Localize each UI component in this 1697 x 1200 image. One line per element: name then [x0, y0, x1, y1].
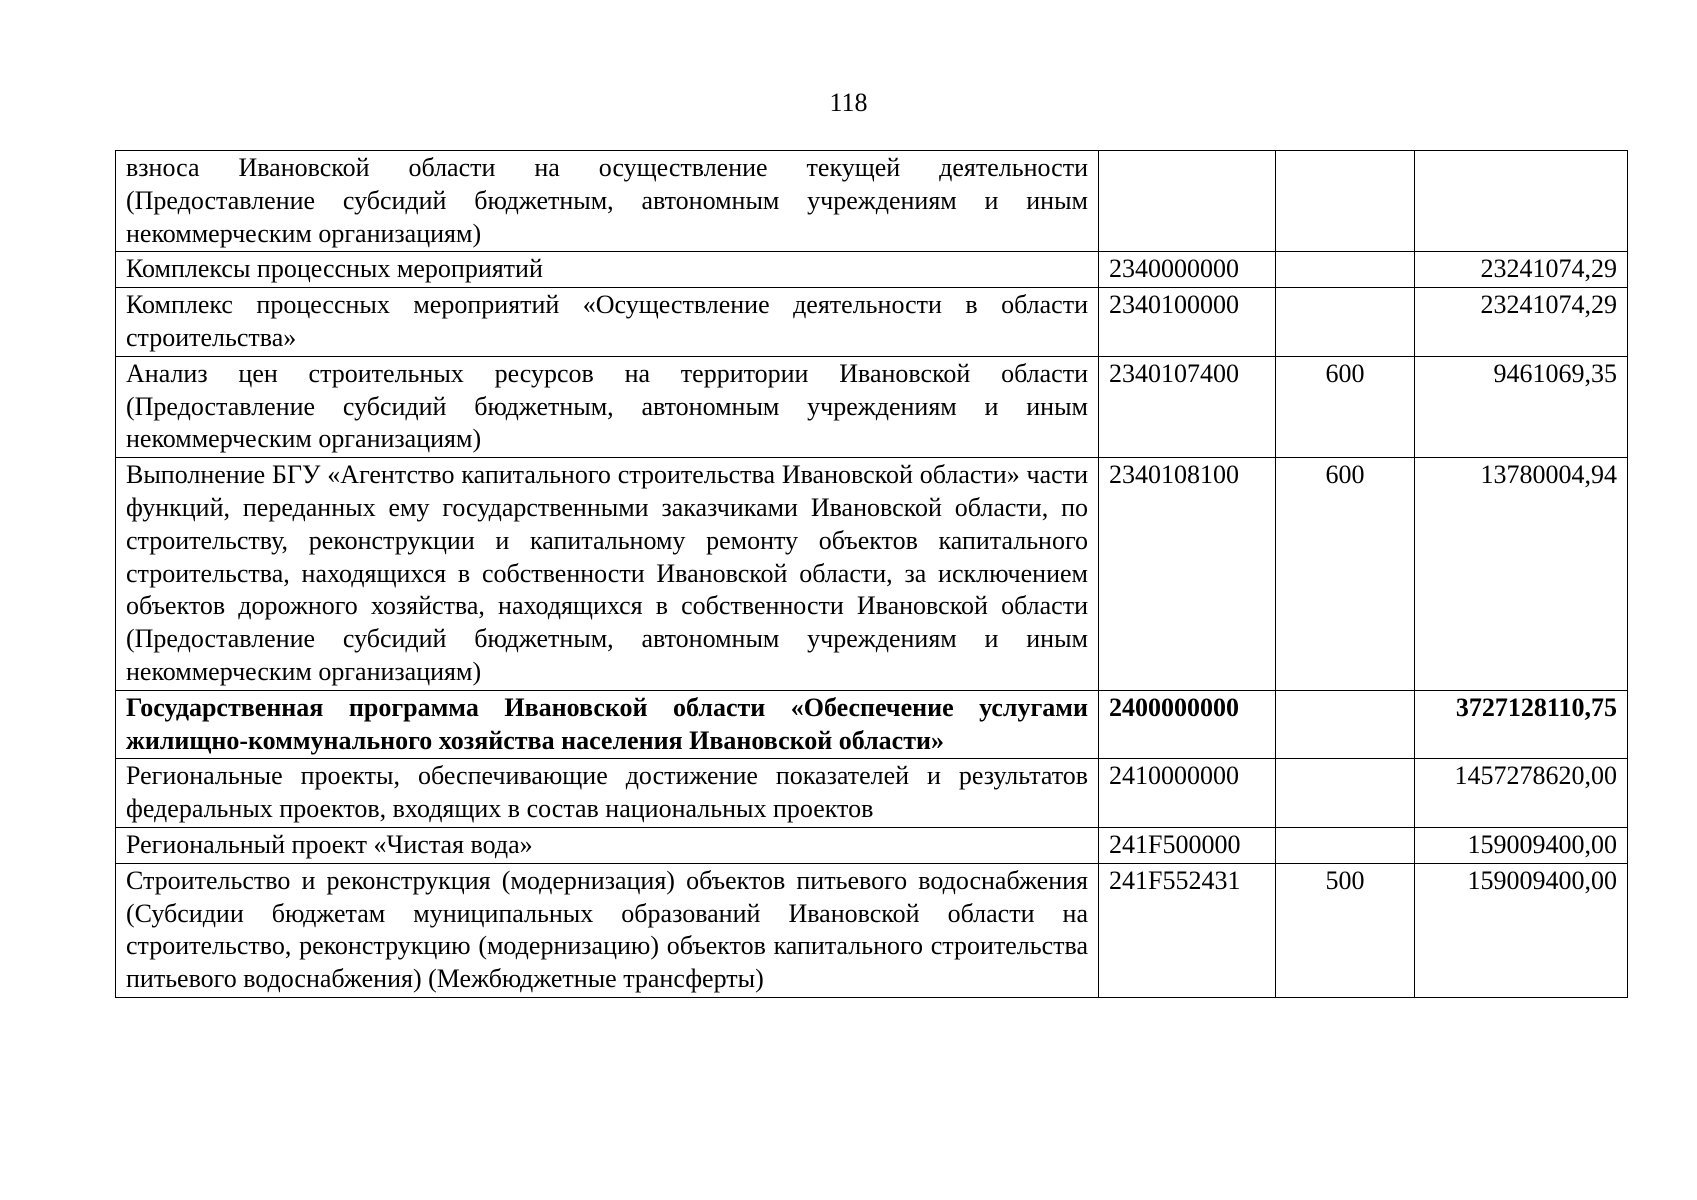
- table-row: [116, 288, 1628, 357]
- row-expense-type: [1276, 151, 1415, 252]
- row-expense-type: [1276, 827, 1415, 863]
- row-code: 2340107400: [1099, 356, 1276, 457]
- row-name: Анализ цен строительных ресурсов на территории Ивановской области (Предоставление субсидий бюджетным, автономным учреждениям и иным некоммерческим организациям): [116, 356, 1099, 457]
- row-code: 2410000000: [1099, 759, 1276, 828]
- row-expense-type: [1276, 690, 1415, 759]
- row-sum: 13780004,94: [1415, 458, 1628, 691]
- row-sum: 1457278620,00: [1415, 759, 1628, 828]
- row-expense-type: [1276, 759, 1415, 828]
- row-expense-type: [1276, 288, 1415, 357]
- row-sum: 159009400,00: [1415, 863, 1628, 997]
- row-expense-type: 500: [1276, 863, 1415, 997]
- table-row: [116, 863, 1628, 997]
- table-row-program: [116, 690, 1628, 759]
- page-number: 118: [829, 88, 868, 117]
- table-row: [116, 252, 1628, 288]
- row-name: Комплекс процессных мероприятий «Осуществление деятельности в области строительства»: [116, 288, 1099, 357]
- row-name: Государственная программа Ивановской области «Обеспечение услугами жилищно-коммунального хозяйства населения Ивановской области»: [116, 690, 1099, 759]
- row-name: Выполнение БГУ «Агентство капитального строительства Ивановской области» части функций, переданных ему государственными заказчиками Ивановской области, по строительству, реконструкции и капитальному ремонту объектов капитального строительства, находящихся в собственности Ивановской области, за исключением объектов дорожного хозяйства, находящихся в собственности Ивановской области (Предоставление субсидий бюджетным, автономным учреждениям и иным некоммерческим организациям): [116, 458, 1099, 691]
- row-code: 241F552431: [1099, 863, 1276, 997]
- row-sum: 3727128110,75: [1415, 690, 1628, 759]
- row-sum: 23241074,29: [1415, 252, 1628, 288]
- row-name: Комплексы процессных мероприятий: [116, 252, 1099, 288]
- table-row: [116, 356, 1628, 457]
- table-row: [116, 759, 1628, 828]
- row-sum: [1415, 151, 1628, 252]
- row-expense-type: [1276, 252, 1415, 288]
- row-expense-type: 600: [1276, 356, 1415, 457]
- row-code: 2400000000: [1099, 690, 1276, 759]
- row-name: Региональные проекты, обеспечивающие достижение показателей и результатов федеральных проектов, входящих в состав национальных проектов: [116, 759, 1099, 828]
- table-row: [116, 827, 1628, 863]
- row-name: взноса Ивановской области на осуществление текущей деятельности (Предоставление субсидий бюджетным, автономным учреждениям и иным некоммерческим организациям): [116, 151, 1099, 252]
- row-name: Строительство и реконструкция (модернизация) объектов питьевого водоснабжения (Субсидии бюджетам муниципальных образований Ивановской области на строительство, реконструкцию (модернизацию) объектов капитального строительства питьевого водоснабжения) (Межбюджетные трансферты): [116, 863, 1099, 997]
- row-code: 2340108100: [1099, 458, 1276, 691]
- row-sum: 23241074,29: [1415, 288, 1628, 357]
- row-sum: 9461069,35: [1415, 356, 1628, 457]
- row-code: [1099, 151, 1276, 252]
- row-expense-type: 600: [1276, 458, 1415, 691]
- table-row: [116, 151, 1628, 252]
- table-row: [116, 458, 1628, 691]
- row-sum: 159009400,00: [1415, 827, 1628, 863]
- row-name: Региональный проект «Чистая вода»: [116, 827, 1099, 863]
- row-code: 2340000000: [1099, 252, 1276, 288]
- row-code: 241F500000: [1099, 827, 1276, 863]
- budget-table: [115, 150, 1628, 998]
- row-code: 2340100000: [1099, 288, 1276, 357]
